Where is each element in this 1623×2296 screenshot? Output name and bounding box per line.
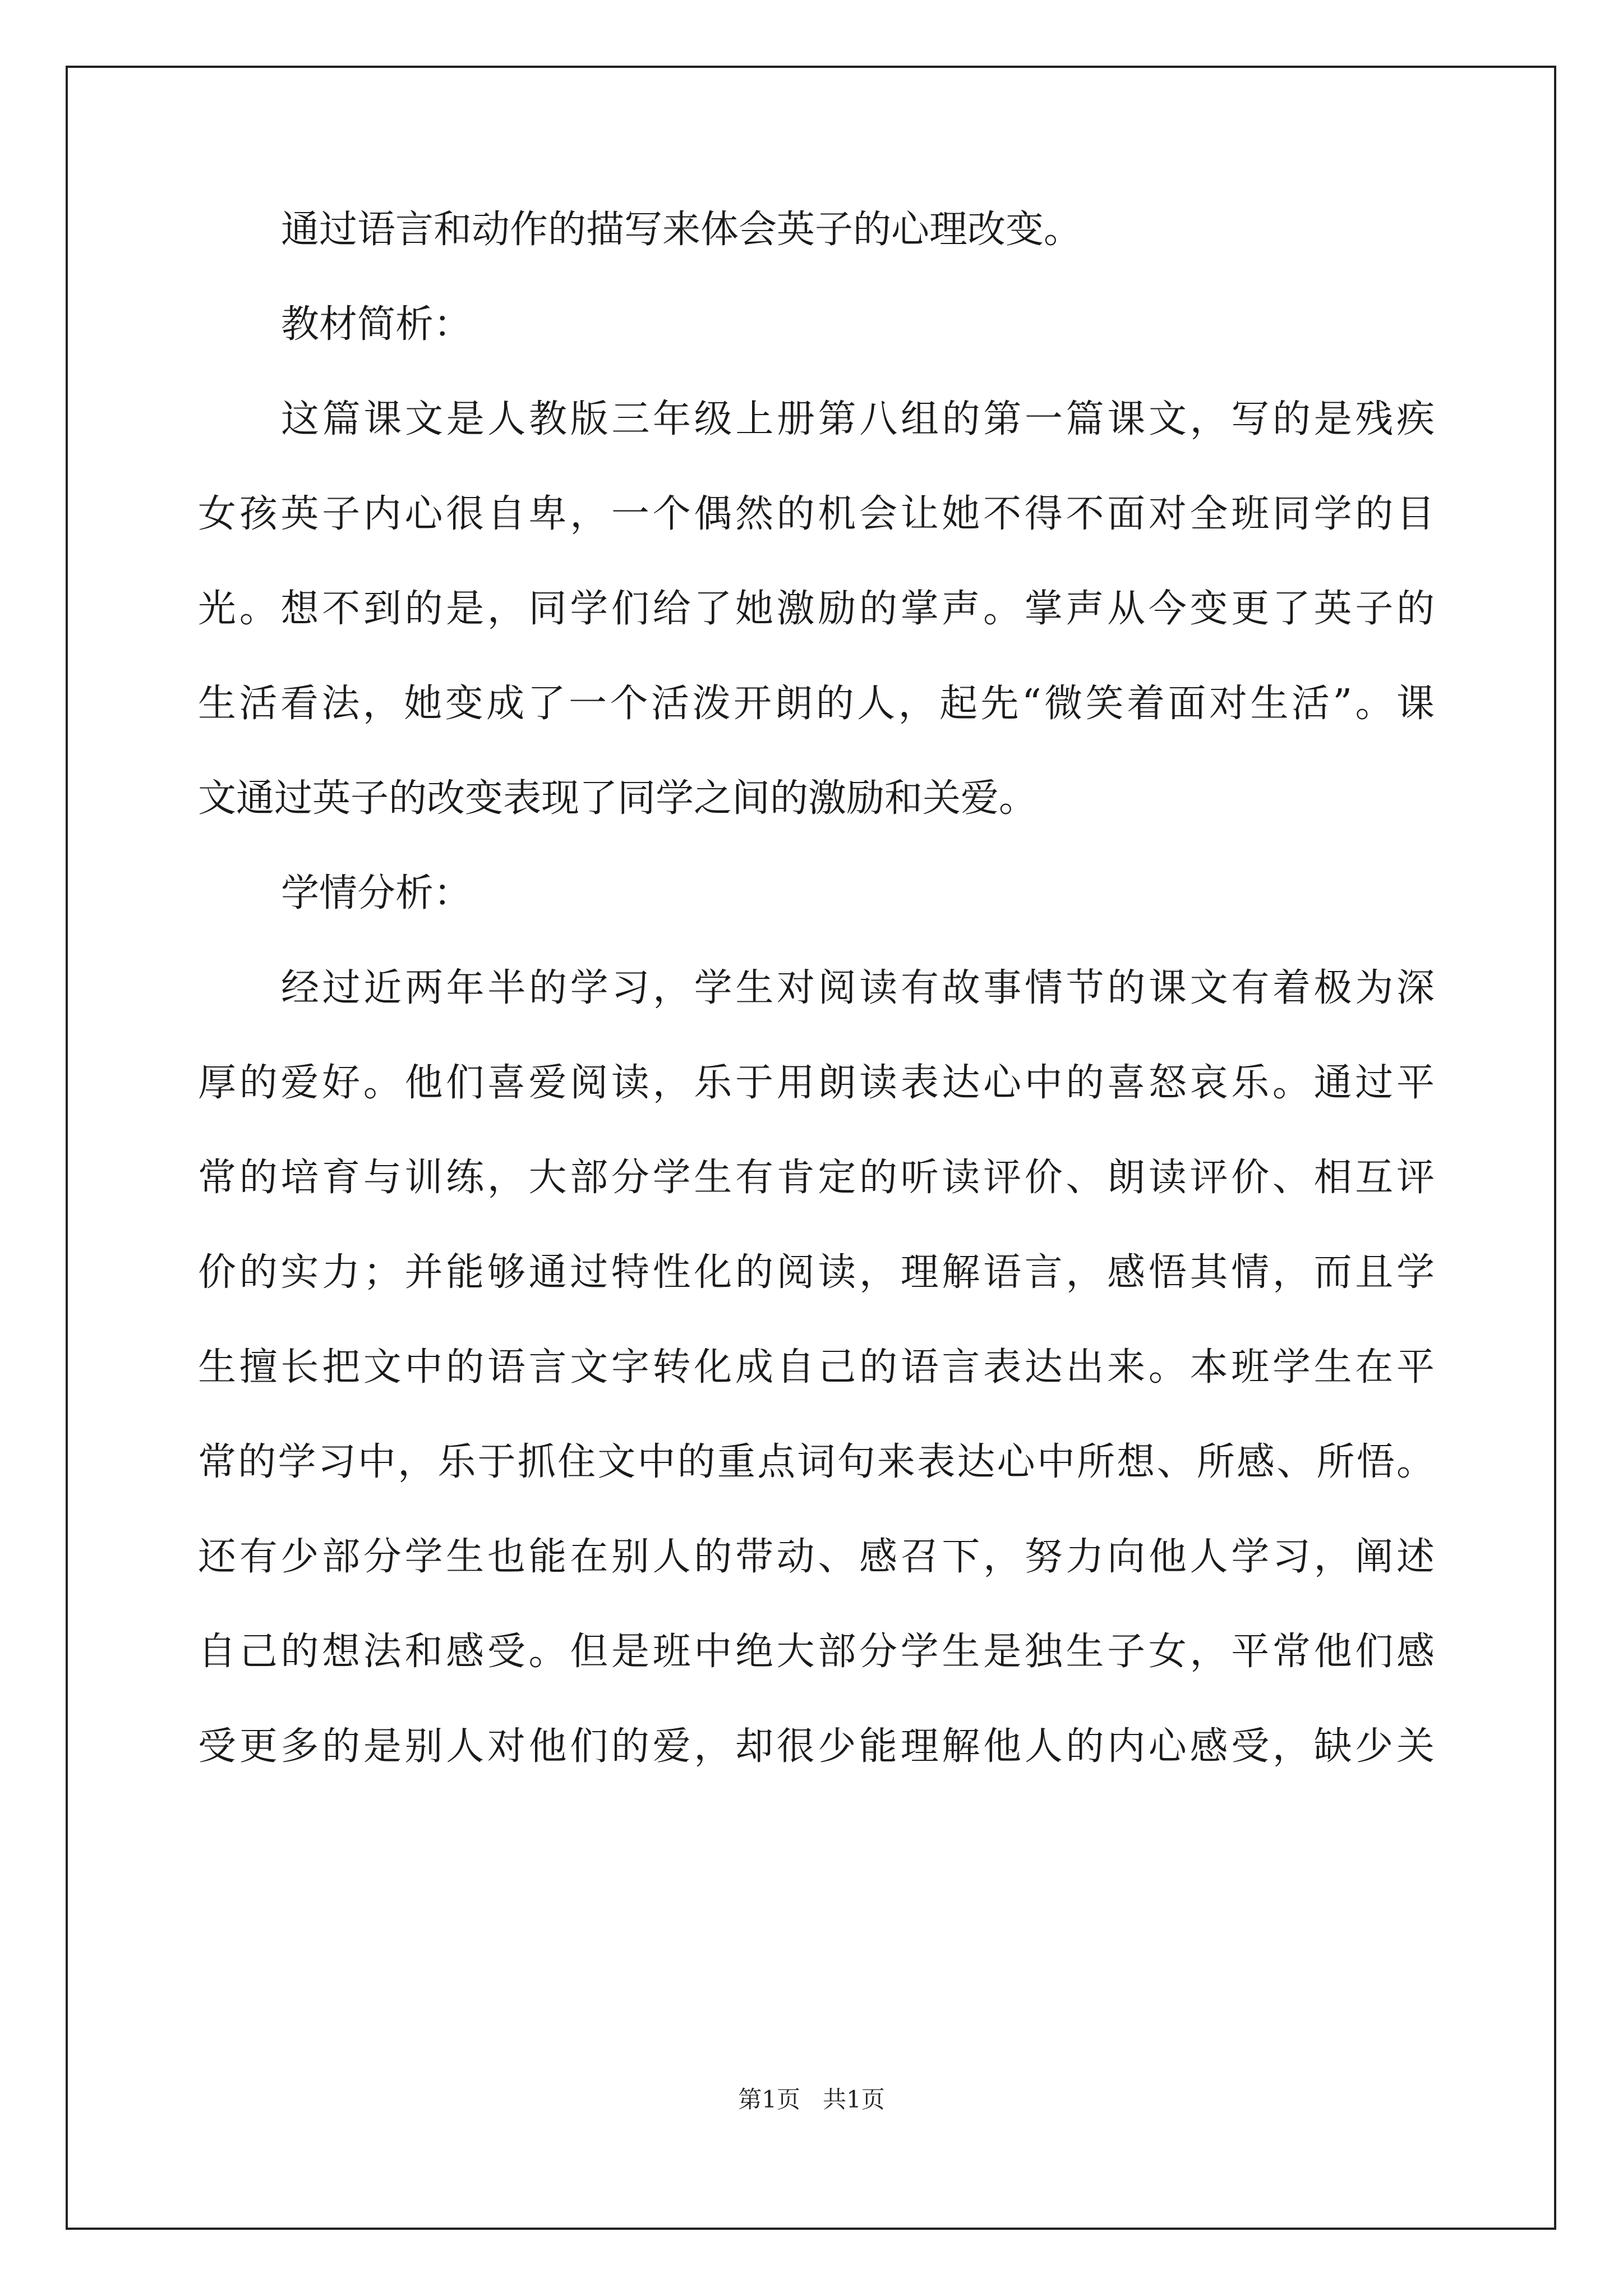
text-line: 生活看法，她变成了一个活泼开朗的人，起先“微笑着面对生活”。课 <box>198 682 1435 726</box>
section-heading: 学情分析： <box>281 871 472 915</box>
page-border <box>66 66 1556 2230</box>
text-line: 通过语言和动作的描写来体会英子的心理改变。 <box>281 208 1082 252</box>
text-line: 自己的想法和感受。但是班中绝大部分学生是独生子女，平常他们感 <box>198 1630 1435 1674</box>
text-line: 还有少部分学生也能在别人的带动、感召下，努力向他人学习，阐述 <box>198 1535 1435 1579</box>
text-line: 常的培育与训练，大部分学生有肯定的听读评价、朗读评价、相互评 <box>198 1156 1435 1200</box>
text-line: 经过近两年半的学习，学生对阅读有故事情节的课文有着极为深 <box>281 966 1435 1010</box>
text-line: 受更多的是别人对他们的爱，却很少能理解他人的内心感受，缺少关 <box>198 1724 1435 1769</box>
section-heading: 教材简析： <box>281 302 472 347</box>
text-line: 价的实力；并能够通过特性化的阅读，理解语言，感悟其情，而且学 <box>198 1250 1435 1295</box>
page-footer: 第1页 共1页 <box>738 2086 885 2113</box>
text-line: 女孩英子内心很自卑，一个偶然的机会让她不得不面对全班同学的目 <box>198 492 1435 536</box>
text-line: 文通过英子的改变表现了同学之间的激励和关爱。 <box>198 776 1038 821</box>
text-line: 厚的爱好。他们喜爱阅读，乐于用朗读表达心中的喜怒哀乐。通过平 <box>198 1061 1435 1105</box>
text-line: 这篇课文是人教版三年级上册第八组的第一篇课文，写的是残疾 <box>281 397 1435 441</box>
text-line: 光。想不到的是，同学们给了她激励的掌声。掌声从今变更了英子的 <box>198 587 1435 631</box>
text-line: 生擅长把文中的语言文字转化成自己的语言表达出来。本班学生在平 <box>198 1345 1435 1389</box>
text-line: 常的学习中，乐于抓住文中的重点词句来表达心中所想、所感、所悟。 <box>198 1440 1435 1484</box>
